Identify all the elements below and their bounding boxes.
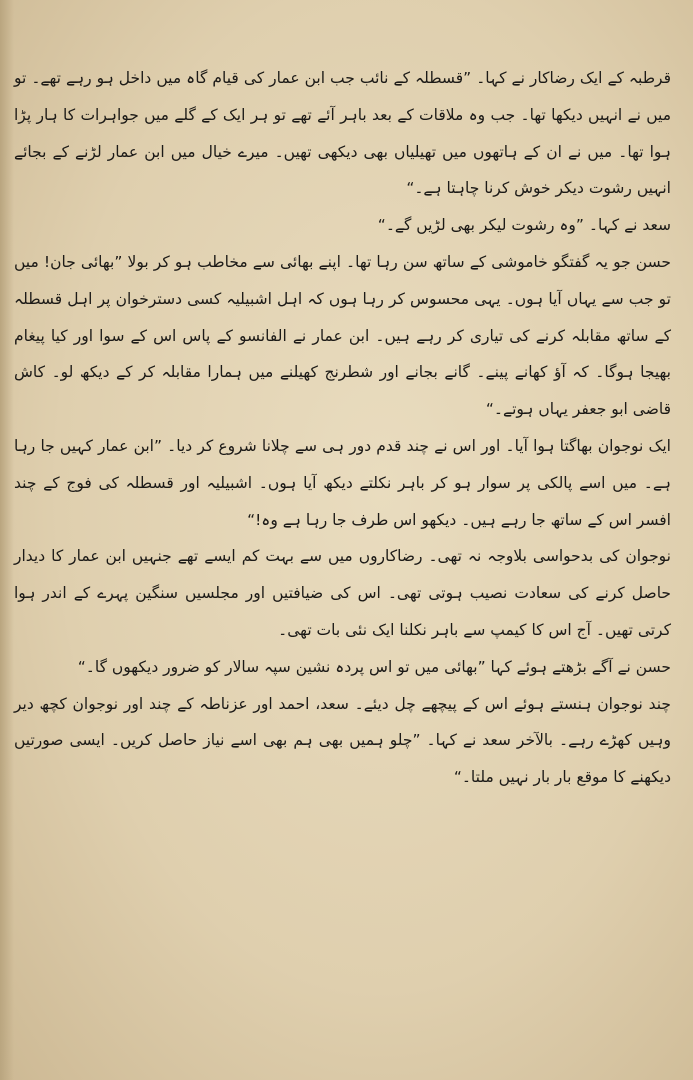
page-binding-shadow xyxy=(0,0,14,1080)
paragraph-4: ایک نوجوان بھاگتا ہوا آیا۔ اور اس نے چند قدم دور ہی سے چلانا شروع کر دیا۔ ”ابن عمار کہیں جا رہا ہے۔ میں اسے پالکی پر سوار ہو کر باہر نکلتے دیکھ آیا ہوں۔ اشبیلیہ اور قسطلہ کی فوج کے چند افسر اس کے ساتھ جا رہے ہیں۔ دیکھو اس طرف جا رہا ہے وہ!“ xyxy=(14,436,671,529)
page-body-text xyxy=(14,60,671,796)
paragraph-7: چند نوجوان ہنستے ہوئے اس کے پیچھے چل دیئے۔ سعد، احمد اور عزناطہ کے چند اور نوجوان کچھ دیر وہیں کھڑے رہے۔ بالآخر سعد نے کہا۔ ”چلو ہمیں بھی ہم بھی اسے نیاز حاصل کریں۔ ایسی صورتیں دیکھنے کا موقع بار بار نہیں ملتا۔“ xyxy=(14,694,671,787)
paragraph-1: قرطبہ کے ایک رضاکار نے کہا۔ ”قسطلہ کے نائب جب ابن عمار کی قیام گاہ میں داخل ہو رہے تھے۔ تو میں نے انہیں دیکھا تھا۔ جب وہ ملاقات کے بعد باہر آئے تھے تو ہر ایک کے گلے میں جواہرات کا ہار پڑا ہوا تھا۔ میں نے ان کے ہاتھوں میں تھیلیاں بھی دیکھی تھیں۔ میرے خیال میں ابن عمار لڑنے کے بجائے انہیں رشوت دیکر خوش کرنا چاہتا ہے۔“ xyxy=(14,69,671,198)
paragraph-2: سعد نے کہا۔ ”وہ رشوت لیکر بھی لڑیں گے۔“ xyxy=(377,216,671,235)
paragraph-5: نوجوان کی بدحواسی بلاوجہ نہ تھی۔ رضاکاروں میں سے بہت کم ایسے تھے جنہیں ابن عمار کا دیدار حاصل کرنے کی سعادت نصیب ہوتی تھی۔ اس کی ضیافتیں اور مجلسیں سنگین پہرے کے اندر ہوا کرتی تھیں۔ آج اس کا کیمپ سے باہر نکلنا ایک نئی بات تھی۔ xyxy=(14,547,671,639)
paragraph-3: حسن جو یہ گفتگو خاموشی کے ساتھ سن رہا تھا۔ اپنے بھائی سے مخاطب ہو کر بولا ”بھائی جان! میں تو جب سے یہاں آیا ہوں۔ یہی محسوس کر رہا ہوں کہ اہل اشبیلیہ کسی دسترخوان پر اہل قسطلہ کے ساتھ مقابلہ کرنے کی تیاری کر رہے ہیں۔ ابن عمار نے الفانسو کے پاس اس کے سوا اور کیا پیغام بھیجا ہوگا۔ کہ آؤ کھانے پینے۔ گانے بجانے اور شطرنج کھیلنے میں ہمارا مقابلہ کر کے دیکھ لو۔ کاش قاضی ابو جعفر یہاں ہوتے۔“ xyxy=(14,252,671,419)
paragraph-6: حسن نے آگے بڑھتے ہوئے کہا ”بھائی میں تو اس پردہ نشین سپہ سالار کو ضرور دیکھوں گا۔“ xyxy=(77,657,671,676)
